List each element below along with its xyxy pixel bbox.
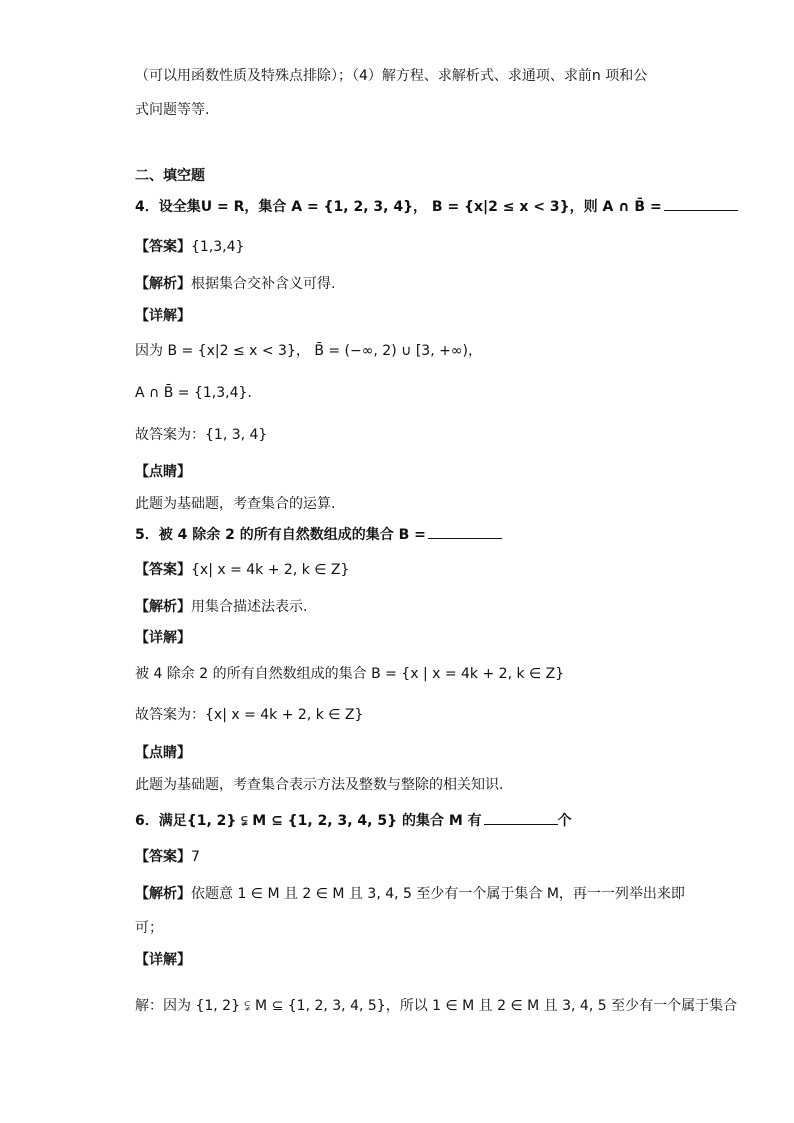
section-tag: 【答案】	[135, 562, 191, 578]
line-text: {x| x = 4k + 2, k ∈ Z}	[191, 562, 350, 578]
text-line	[135, 524, 502, 545]
text-line	[135, 196, 738, 217]
text-line	[135, 494, 335, 514]
section-tag: 【答案】	[135, 239, 191, 255]
text-line	[135, 306, 191, 326]
text-line	[135, 884, 685, 904]
line-text: 依题意 1 ∈ M 且 2 ∈ M 且 3, 4, 5 至少有一个属于集合 M，再一一列举出来即	[191, 886, 685, 902]
text-line	[135, 341, 482, 361]
text-line	[135, 950, 191, 970]
text-line	[135, 166, 205, 186]
text-line	[135, 100, 209, 120]
line-text: 【点睛】	[135, 745, 191, 761]
text-line	[135, 274, 335, 294]
line-text: 此题为基础题，考查集合的运算.	[135, 496, 336, 512]
text-line	[135, 743, 191, 763]
line-text: 被 4 除余 2 的所有自然数组成的集合 B = {x | x = 4k + 2, k ∈ Z}	[135, 666, 565, 682]
line-text: A ∩ B̄ = {1,3,4}.	[135, 385, 252, 401]
text-line	[135, 597, 307, 617]
text-line	[135, 664, 564, 684]
text-line	[135, 996, 737, 1016]
text-line	[135, 425, 267, 445]
line-text: 4．设全集U = R，集合 A = {1, 2, 3, 4}， B = {x|2 ≤ x < 3}，则 A ∩ B̄ =	[135, 199, 662, 215]
section-tag: 【答案】	[135, 849, 191, 865]
section-tag: 【解析】	[135, 886, 191, 902]
text-line	[135, 810, 572, 831]
answer-blank	[484, 810, 558, 825]
line-text: （可以用函数性质及特殊点排除）；（4）解方程、求解析式、求通项、求前n 项和公	[135, 68, 648, 84]
line-suffix: 个	[557, 813, 572, 829]
line-text: 【详解】	[135, 630, 191, 646]
line-text: 式问题等等.	[135, 102, 210, 118]
line-text: 故答案为：{1, 3, 4}	[135, 427, 268, 443]
line-text: 5．被 4 除余 2 的所有自然数组成的集合 B =	[135, 527, 426, 543]
line-text: 故答案为：{x| x = 4k + 2, k ∈ Z}	[135, 707, 364, 723]
answer-blank	[664, 196, 738, 211]
line-text: {1,3,4}	[191, 239, 245, 255]
line-text: 解：因为 {1, 2} ⫋ M ⊆ {1, 2, 3, 4, 5}，所以 1 ∈ M 且 2 ∈ M 且 3, 4, 5 至少有一个属于集合	[135, 998, 738, 1014]
line-text: 因为 B = {x|2 ≤ x < 3}， B̄ = (−∞, 2) ∪ [3, +∞)，	[135, 343, 482, 359]
text-line	[135, 918, 163, 938]
line-text: 【详解】	[135, 952, 191, 968]
text-line	[135, 66, 647, 86]
line-text: 根据集合交补含义可得.	[191, 276, 336, 292]
section-tag: 【解析】	[135, 599, 191, 615]
line-text: 用集合描述法表示.	[191, 599, 308, 615]
text-line	[135, 775, 503, 795]
line-text: 7	[191, 849, 200, 865]
line-text: 二、填空题	[135, 168, 205, 184]
text-line	[135, 628, 191, 648]
text-line	[135, 560, 349, 580]
answer-blank	[428, 524, 502, 539]
text-line	[135, 462, 191, 482]
section-tag: 【解析】	[135, 276, 191, 292]
line-text: 可；	[135, 920, 163, 936]
text-line	[135, 383, 252, 403]
line-text: 【点睛】	[135, 464, 191, 480]
line-text: 6．满足{1, 2} ⫋ M ⊆ {1, 2, 3, 4, 5} 的集合 M 有	[135, 813, 482, 829]
text-line	[135, 847, 200, 867]
line-text: 【详解】	[135, 308, 191, 324]
line-text: 此题为基础题，考查集合表示方法及整数与整除的相关知识.	[135, 777, 504, 793]
text-line	[135, 237, 244, 257]
text-line	[135, 705, 363, 725]
